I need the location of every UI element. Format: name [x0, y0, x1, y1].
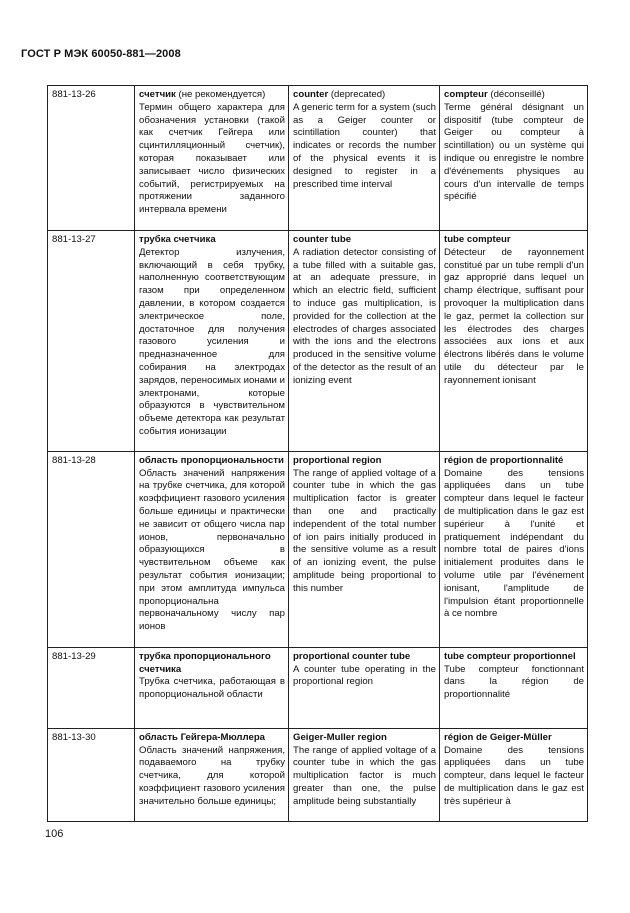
definition-russian: Область значений напряжения, подаваемого на трубку счетчика, для которой коэффициент газового усиления значительно больше единицы; — [139, 744, 285, 807]
definition-english: The range of applied voltage of a counter tube in which the gas multiplication factor is greater than one and practically independent of the total number of ion pairs initially produced in the sensitive volume as a result of an ionizing event, the pulse amplitude being proportional to this number — [293, 467, 436, 594]
russian-cell — [135, 728, 289, 821]
russian-cell — [135, 231, 289, 452]
term-russian: счетчик — [139, 89, 176, 100]
table-row — [48, 728, 588, 821]
term-french: tube compteur — [444, 234, 511, 245]
term-russian: область Гейгера-Мюллера — [139, 731, 266, 743]
french-cell — [440, 647, 588, 728]
definition-english: A counter tube operating in the proportional region — [293, 663, 436, 688]
term-russian: область пропорциональности — [139, 454, 284, 466]
term-english: proportional counter tube — [293, 650, 411, 662]
english-cell — [289, 728, 440, 821]
definition-french: Terme général désignant un dispositif (tube compteur de Geiger ou compteur à scintillation) ou un système qui indique ou enregistre le nombre d'événements physiques au cours d'un intervalle de temps spécifié — [444, 101, 584, 203]
term-french: région de Geiger-Müller — [444, 731, 552, 743]
entry-id: 881-13-30 — [48, 728, 135, 821]
definition-french: Domaine des tensions appliquées dans un tube compteur, dans lequel le facteur de multiplication dans le gaz est très supérieur à — [444, 744, 584, 807]
term-note: (déconseillé) — [487, 89, 545, 100]
entry-id: 881-13-28 — [48, 451, 135, 647]
definition-french: Détecteur de rayonnement constitué par un tube rempli d'un gaz approprié dans lequel un champ électrique, suffisant pour provoquer la multiplication dans le gaz, permet la collection sur les électrodes des charges associées aux ions et aux électrons libérés dans le volume utile du détecteur par le rayonnement ionisant — [444, 246, 584, 386]
table-row — [48, 647, 588, 728]
term-english: counter tube — [293, 234, 352, 245]
glossary-table — [47, 85, 588, 822]
english-cell — [289, 451, 440, 647]
russian-cell — [135, 451, 289, 647]
term-french: région de proportionnalité — [444, 454, 564, 466]
french-cell — [440, 86, 588, 231]
term-english: Geiger-Muller region — [293, 731, 387, 743]
english-cell — [289, 231, 440, 452]
definition-french: Tube compteur fonctionnant dans la région de proportionnalité — [444, 663, 584, 701]
term-russian: трубка пропорционального счетчика — [139, 650, 271, 675]
term-french: tube compteur proportionnel — [444, 650, 576, 662]
term-english: proportional region — [293, 454, 382, 466]
table-row — [48, 451, 588, 647]
entry-id: 881-13-29 — [48, 647, 135, 728]
definition-english: The range of applied voltage of a counter tube in which the gas multiplication factor is much greater than one, the pulse amplitude being substantially — [293, 744, 436, 807]
page-header: ГОСТ Р МЭК 60050-881—2008 — [21, 48, 181, 60]
definition-russian: Детектор излучения, включающий в себя трубку, наполненную соответствующим газом при определенном давлении, в котором создается электрическое поле, достаточное для получения газового усиления и предназначенное для собирания на электродах зарядов, переносимых ионами и электронами, которые образуются в чувствительном объеме детектора как результат события ионизации — [139, 246, 285, 437]
definition-english: A generic term for a system (such as a Geiger counter or scintillation counter) that indicates or records the number of the physical events it is designed to register in a prescribed time interval — [293, 101, 436, 190]
english-cell — [289, 647, 440, 728]
entry-id: 881-13-27 — [48, 231, 135, 452]
french-cell — [440, 451, 588, 647]
definition-english: A radiation detector consisting of a tube filled with a suitable gas, at an adequate pressure, in which an electric field, sufficient to induce gas multiplication, is provided for the collection at the electrodes of charges associated with the ions and the electrons produced in the sensitive volume of the detector as the result of an ionizing event — [293, 246, 436, 386]
definition-russian: Трубка счетчика, работающая в пропорциональной области — [139, 676, 285, 701]
term-russian: трубка счетчика — [139, 234, 216, 245]
definition-russian: Область значений напряжения на трубке счетчика, для которой коэффициент газового усиления больше единицы и практически не зависит от общего числа пар ионов, первоначально образующихся в чувствительном объеме как результат события ионизации; при этом амплитуда импульса пропорциональна первоначальному числу пар ионов — [139, 467, 285, 633]
term-english: counter — [293, 89, 329, 100]
table-row — [48, 231, 588, 452]
entry-id: 881-13-26 — [48, 86, 135, 231]
french-cell — [440, 728, 588, 821]
term-note: (не рекомендуется) — [175, 89, 266, 100]
table-row — [48, 86, 588, 231]
term-french: compteur — [444, 89, 488, 100]
english-cell — [289, 86, 440, 231]
russian-cell — [135, 647, 289, 728]
term-note: (deprecated) — [328, 89, 386, 100]
definition-russian: Термин общего характера для обозначения установки (такой как счетчик Гейгера или сцинтилляционный счетчик), которая показывает или записывает число физических событий, регистрируемых на протяжении заданного интервала времени — [139, 101, 285, 216]
page-number: 106 — [45, 828, 64, 840]
definition-french: Domaine des tensions appliquées dans un tube compteur dans lequel le facteur de multiplication dans le gaz est supérieur à l'unité et pratiquement indépendant du nombre total de paires d'ions initialement produites dans le volume utile par l'événement ionisant, l'amplitude de l'impulsion étant proportionnelle à ce nombre — [444, 467, 584, 620]
russian-cell — [135, 86, 289, 231]
french-cell — [440, 231, 588, 452]
